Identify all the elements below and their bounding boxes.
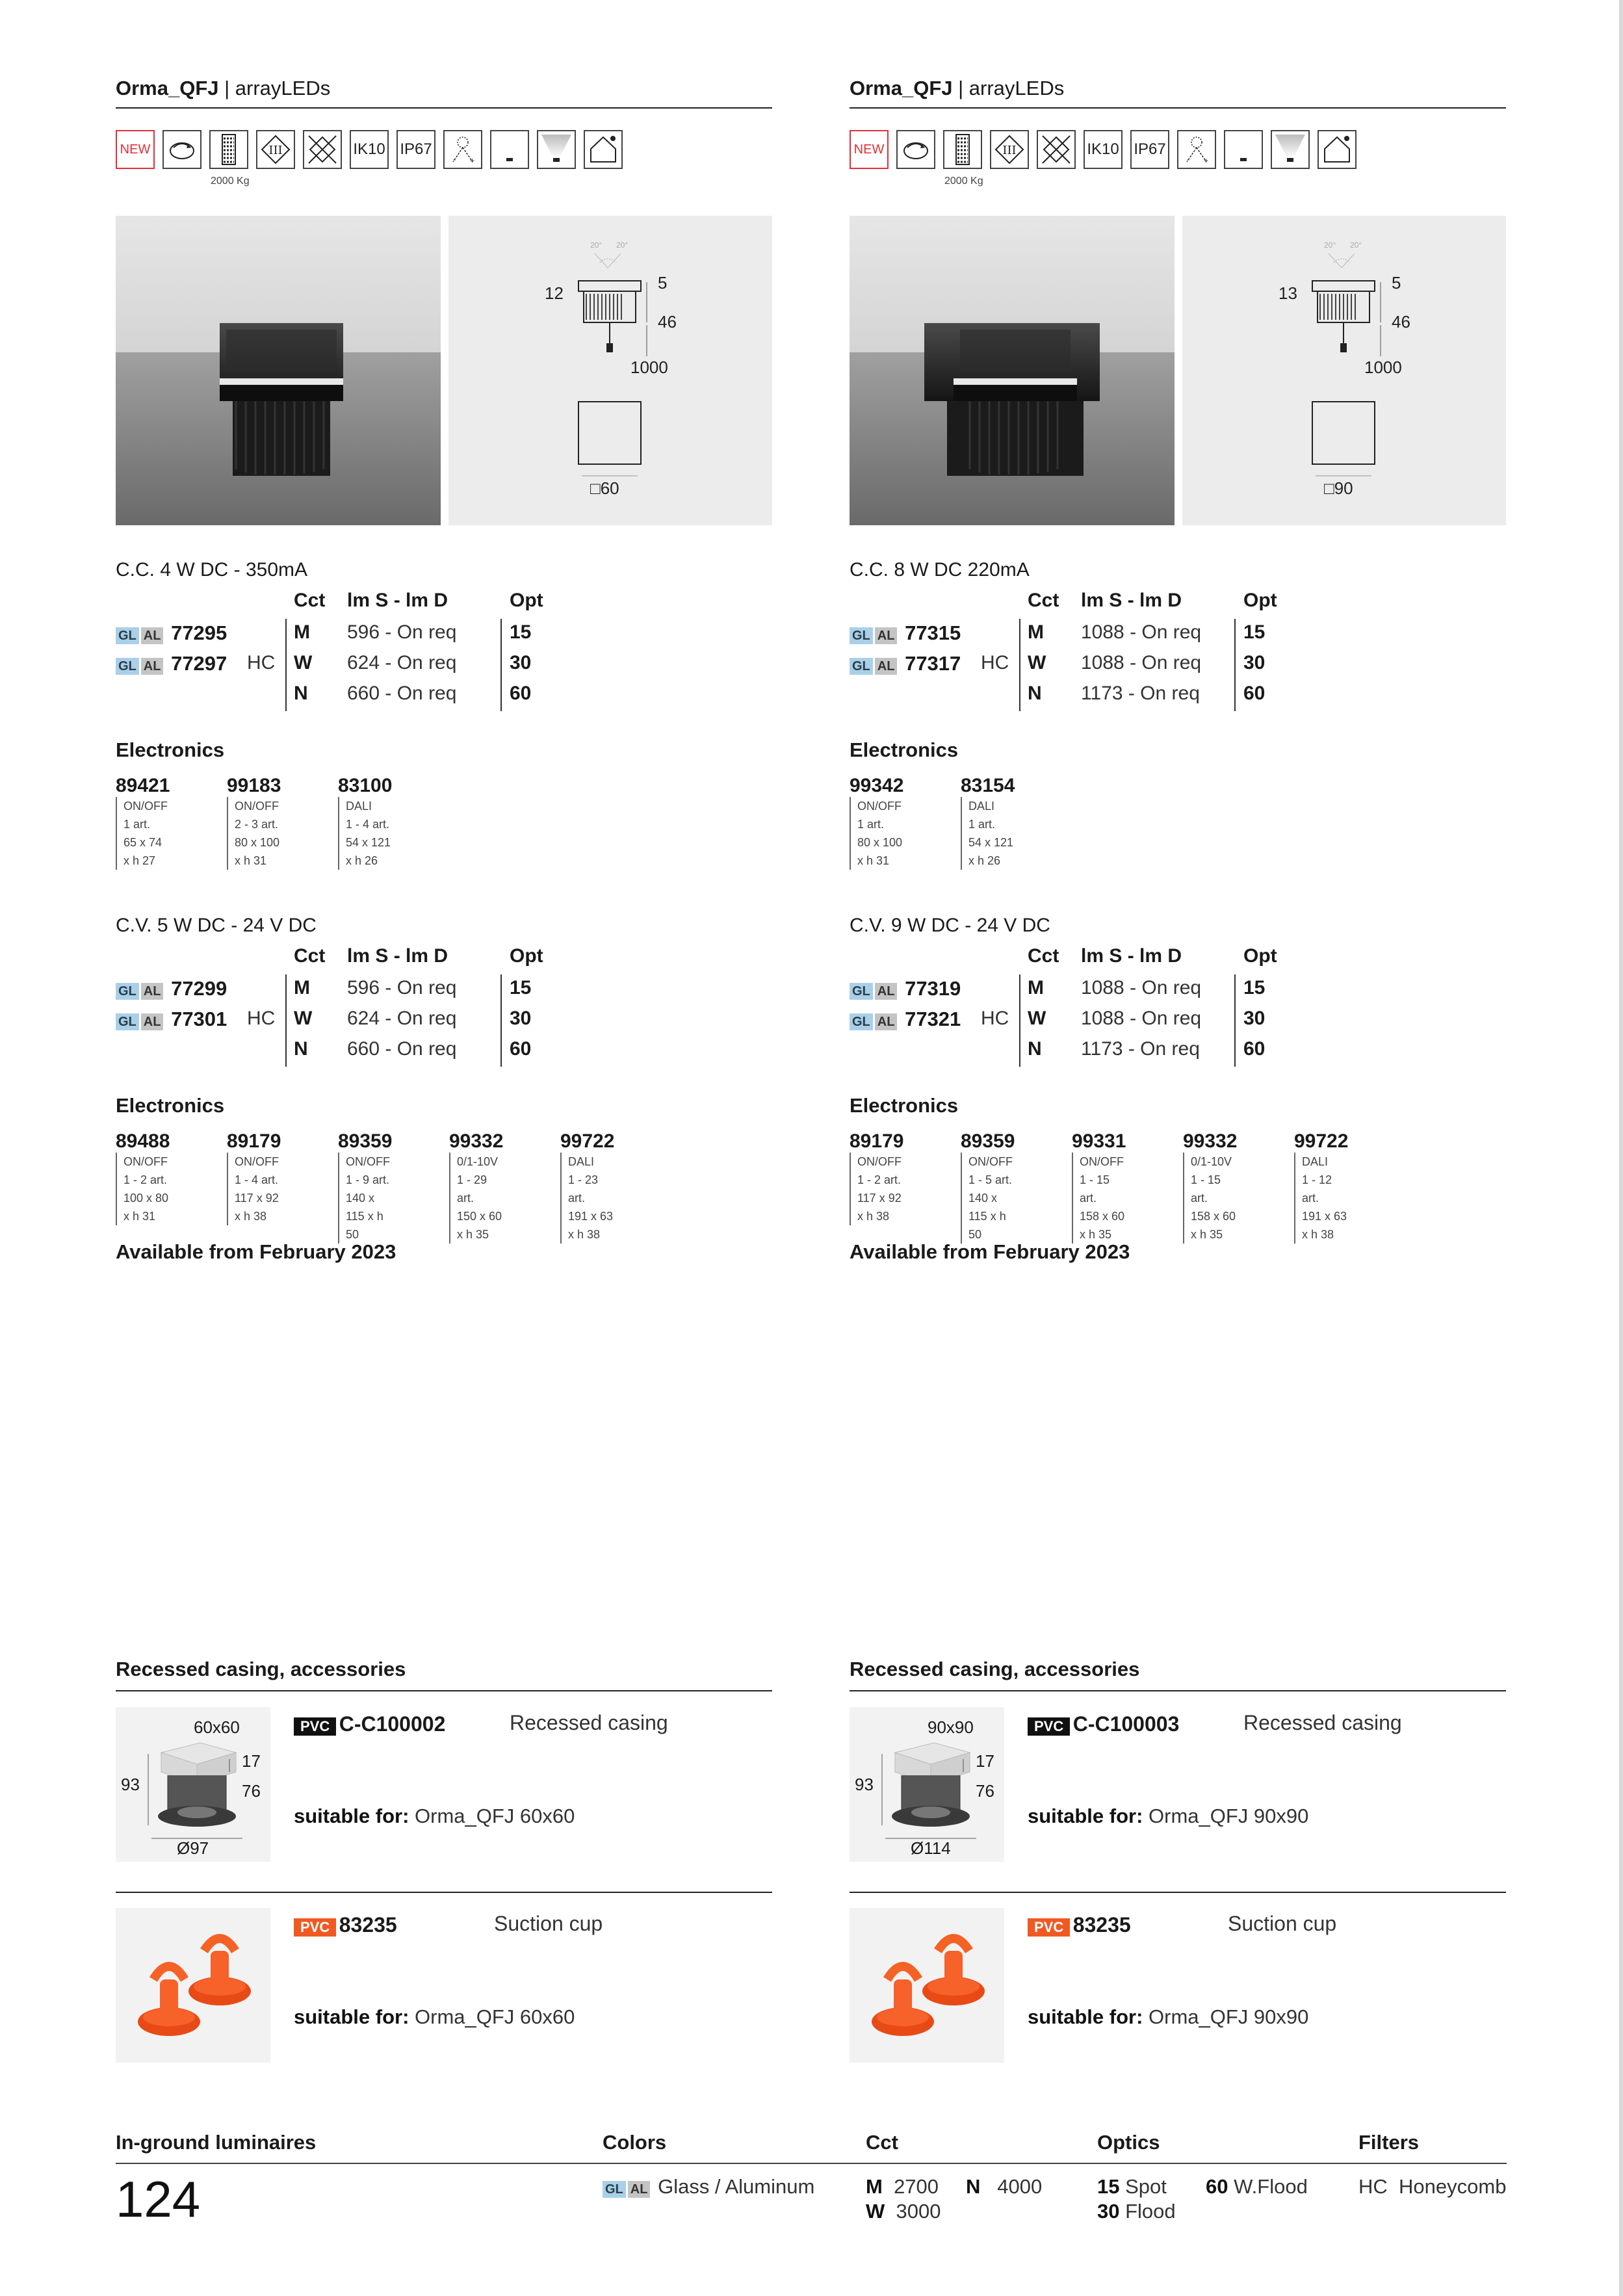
glare-icon [443, 130, 482, 169]
footer-filter-hc: HC Honeycomb [1358, 2175, 1507, 2198]
footer-opt-60: 60 W.Flood [1206, 2175, 1308, 2198]
rotate-icon [896, 130, 935, 169]
title-divider [850, 107, 1506, 109]
footer-optics-heading: Optics [1097, 2131, 1160, 2154]
opt-header: Opt [510, 590, 543, 611]
electronics-detail-line: ON/OFF [968, 1155, 1013, 1168]
casing-dim-b: 76 [242, 1781, 261, 1801]
dim-c-label: 46 [1392, 312, 1410, 332]
opt-value: 15 [510, 977, 532, 998]
casing-desc: Recessed casing [1243, 1711, 1402, 1734]
electronics-details [850, 1153, 903, 1225]
electronics-item [116, 1130, 170, 1225]
square-size-label: □90 [1324, 478, 1353, 498]
lm-value: 1173 - On req [1081, 683, 1200, 704]
electronics-detail-line: 1 - 23 art. [568, 1173, 599, 1205]
cct-value: M [294, 977, 310, 998]
electronics-detail-line: ON/OFF [857, 1155, 902, 1168]
page-number: 124 [116, 2171, 201, 2228]
electronics-details [227, 797, 281, 870]
electronics-heading: Electronics [116, 1094, 225, 1117]
product-column-90 [850, 0, 1506, 2296]
lm-value: 1088 - On req [1081, 1008, 1202, 1029]
opt-value: 30 [510, 1008, 532, 1029]
dim-b-label: 5 [658, 273, 668, 293]
svg-text:+: + [1204, 156, 1209, 165]
cup-header [294, 1913, 397, 1937]
footer-opt-15: 15 Spot [1097, 2175, 1167, 2198]
electronics-item [449, 1130, 503, 1244]
electronics-details [1183, 1153, 1237, 1244]
electronics-detail-line: 191 x 63 x h 38 [1302, 1210, 1347, 1241]
electronics-detail-line: 1 - 2 art. [857, 1173, 902, 1186]
electronics-detail-line: 1 art. [968, 818, 996, 831]
electronics-detail-line: 191 x 63 x h 38 [568, 1210, 614, 1241]
angle-right-label: 20° [1350, 241, 1362, 250]
cct-header: Cct [1028, 590, 1059, 611]
svg-text:-: - [453, 155, 456, 164]
opt-value: 60 [1243, 1038, 1266, 1060]
cct-value: W [1028, 1008, 1046, 1029]
square-size-label: □60 [590, 478, 619, 498]
lm-value: 1088 - On req [1081, 621, 1202, 643]
electronics-detail-line: ON/OFF [235, 1155, 279, 1168]
casing-dim-b: 76 [976, 1781, 994, 1801]
electronics-code: 83100 [338, 775, 393, 796]
opt-value: 15 [1243, 621, 1266, 643]
electronics-detail-line: 1 - 4 art. [235, 1173, 279, 1186]
cct-value: W [1028, 652, 1046, 673]
accessories-divider [116, 1892, 772, 1893]
cct-value: M [294, 621, 310, 643]
accessories-divider [116, 1690, 772, 1691]
electronics-details [116, 797, 170, 870]
electronics-detail-line: 80 x 100 x h 31 [857, 836, 903, 867]
class-iii-icon [256, 130, 295, 169]
electronics-item [961, 775, 1015, 870]
electronics-detail-line: 117 x 92 x h 38 [857, 1192, 902, 1223]
lm-value: 596 - On req [347, 621, 457, 643]
code-row: GL AL 77299 [116, 977, 227, 1000]
electronics-details [961, 1153, 1015, 1244]
opt-header: Opt [510, 945, 543, 967]
svg-text:+: + [470, 156, 475, 165]
footer-cct-m: M 2700 [866, 2175, 939, 2198]
lm-header: lm S - lm D [1081, 590, 1182, 611]
cct-divider [1019, 974, 1020, 1067]
electronics-item [1183, 1130, 1237, 1244]
electronics-detail-line: 117 x 92 x h 38 [235, 1192, 279, 1223]
lm-header: lm S - lm D [1081, 945, 1182, 967]
casing-drawing [116, 1707, 270, 1862]
cct-value: M [1028, 977, 1044, 998]
hc-label: HC [981, 652, 1009, 673]
lm-value: 596 - On req [347, 977, 457, 998]
lm-value: 1173 - On req [1081, 1038, 1200, 1060]
weight-label: 2000 Kg [944, 176, 983, 187]
electronics-detail-line: ON/OFF [1080, 1155, 1124, 1168]
outdoor-icon [1318, 130, 1357, 169]
casing-dim-a: 17 [242, 1751, 261, 1771]
lm-value: 1088 - On req [1081, 652, 1202, 673]
electronics-details [961, 797, 1015, 870]
opt-divider [500, 974, 502, 1067]
dim-d-label: 1000 [630, 358, 668, 377]
electronics-detail-line: 158 x 60 x h 35 [1080, 1210, 1125, 1241]
technical-drawing [1182, 216, 1506, 525]
code-row: GL AL 77317 [850, 652, 961, 675]
no-insulation-icon [303, 130, 342, 169]
cct-value: N [294, 1038, 308, 1060]
footer-section: In-ground luminaires [116, 2131, 317, 2154]
cct-value: W [294, 1008, 313, 1029]
svg-text:III: III [268, 144, 283, 157]
electronics-detail-line: 54 x 121 x h 26 [968, 836, 1014, 867]
electronics-code: 99722 [560, 1130, 615, 1152]
electronics-item [338, 1130, 392, 1244]
ip67-icon: IP67 [1130, 130, 1169, 169]
pvc-tag: PVC [294, 1918, 336, 1937]
electronics-details [560, 1153, 614, 1244]
electronics-detail-line: 100 x 80 x h 31 [123, 1192, 169, 1223]
casing-height-dim: 93 [121, 1775, 140, 1794]
electronics-code: 89359 [338, 1130, 393, 1152]
electronics-detail-line: 150 x 60 x h 35 [457, 1210, 502, 1241]
casing-header [1028, 1712, 1179, 1736]
opt-divider [1234, 619, 1236, 711]
electronics-details [227, 1153, 281, 1225]
electronics-details [850, 797, 903, 870]
svg-text:-: - [1187, 155, 1189, 164]
electronics-details [338, 797, 392, 870]
recessed-icon [490, 130, 529, 169]
electronics-detail-line: DALI [346, 800, 372, 813]
accessories-divider [850, 1892, 1506, 1893]
cct-value: N [294, 683, 308, 704]
casing-height-dim: 93 [855, 1775, 874, 1794]
electronics-detail-line: 1 - 29 art. [457, 1173, 487, 1205]
casing-suitable: suitable for: Orma_QFJ 60x60 [294, 1805, 575, 1827]
electronics-detail-line: ON/OFF [123, 800, 168, 813]
new-badge-icon: NEW [116, 130, 155, 169]
electronics-detail-line: 0/1-10V [457, 1155, 499, 1168]
class-iii-icon [990, 130, 1029, 169]
hc-label: HC [247, 1008, 276, 1029]
accessories-heading: Recessed casing, accessories [850, 1658, 1140, 1680]
casing-diameter: Ø114 [911, 1838, 951, 1858]
electronics-code: 89421 [116, 775, 170, 796]
accessories-divider [850, 1690, 1506, 1691]
electronics-detail-line: 1 - 4 art. [346, 818, 390, 831]
ik10-icon: IK10 [1084, 130, 1123, 169]
electronics-heading: Electronics [850, 1094, 959, 1117]
casing-diameter: Ø97 [177, 1838, 209, 1858]
electronics-detail-line: DALI [968, 800, 995, 813]
cup-code: 83235 [339, 1913, 397, 1937]
opt-divider [500, 619, 502, 711]
casing-top-dim: 60x60 [194, 1717, 240, 1737]
electronics-code: 83154 [961, 775, 1015, 796]
electronics-item [227, 775, 281, 870]
opt-header: Opt [1243, 945, 1277, 967]
electronics-code: 99722 [1294, 1130, 1349, 1152]
electronics-item [560, 1130, 614, 1244]
cup-desc: Suction cup [494, 1912, 603, 1935]
glare-icon [1177, 130, 1216, 169]
footer-cct-w: W 3000 [866, 2200, 941, 2223]
angle-left-label: 20° [590, 241, 603, 250]
electronics-code: 99331 [1072, 1130, 1126, 1152]
angle-right-label: 20° [616, 241, 629, 250]
cup-desc: Suction cup [1228, 1912, 1337, 1935]
dim-b-label: 5 [1392, 273, 1401, 293]
feature-icons [850, 130, 1357, 169]
cct-header: Cct [294, 945, 326, 967]
opt-value: 15 [510, 621, 532, 643]
code-row: GL AL 77321 [850, 1008, 961, 1031]
ip67-icon: IP67 [396, 130, 435, 169]
feature-icons [116, 130, 623, 169]
cct-value: M [1028, 621, 1044, 643]
pvc-tag: PVC [294, 1717, 336, 1736]
electronics-details [116, 1153, 170, 1225]
electronics-detail-line: 140 x 115 x h 50 [968, 1192, 1006, 1241]
opt-value: 15 [1243, 977, 1266, 998]
casing-header [294, 1712, 445, 1736]
footer-colors: GL AL Glass / Aluminum [603, 2175, 814, 2198]
cct-value: N [1028, 1038, 1042, 1060]
casing-suitable: suitable for: Orma_QFJ 90x90 [1028, 1805, 1309, 1827]
electronics-detail-line: ON/OFF [857, 800, 902, 813]
electronics-detail-line: ON/OFF [346, 1155, 390, 1168]
cup-suitable: suitable for: Orma_QFJ 90x90 [1028, 2005, 1309, 2028]
lm-value: 660 - On req [347, 683, 457, 704]
electronics-heading: Electronics [116, 738, 225, 761]
cv-title: C.V. 5 W DC - 24 V DC [116, 915, 317, 936]
opt-value: 60 [510, 1038, 532, 1060]
cup-code: 83235 [1072, 1913, 1131, 1937]
footer-filters-heading: Filters [1358, 2131, 1420, 2154]
code-row: GL AL 77297 [116, 652, 227, 675]
drive-over-icon [943, 130, 982, 169]
electronics-heading: Electronics [850, 738, 959, 761]
cct-divider [1019, 619, 1020, 711]
cct-divider [285, 974, 287, 1067]
pvc-tag: PVC [1028, 1717, 1070, 1736]
lm-value: 1088 - On req [1081, 977, 1202, 998]
electronics-item [850, 1130, 903, 1225]
electronics-code: 99332 [1183, 1130, 1238, 1152]
electronics-detail-line: ON/OFF [123, 1155, 168, 1168]
electronics-detail-line: 54 x 121 x h 26 [346, 836, 391, 867]
suction-cup-image [116, 1908, 270, 2063]
product-title: Orma_QFJ | arrayLEDs [850, 77, 1065, 99]
dim-a-label: 12 [545, 283, 564, 303]
availability-note: Available from February 2023 [116, 1240, 396, 1263]
svg-text:III: III [1002, 144, 1017, 157]
electronics-detail-line: 65 x 74 x h 27 [123, 836, 162, 867]
rotate-icon [162, 130, 201, 169]
footer-colors-heading: Colors [603, 2131, 667, 2154]
electronics-code: 99332 [449, 1130, 504, 1152]
cv-title: C.V. 9 W DC - 24 V DC [850, 915, 1050, 936]
angle-left-label: 20° [1324, 241, 1336, 250]
beam-icon [1271, 130, 1310, 169]
page-edge [1619, 0, 1623, 2296]
electronics-details [1294, 1153, 1348, 1244]
opt-value: 30 [1243, 1008, 1266, 1029]
cup-header [1028, 1913, 1131, 1937]
electronics-detail-line: 1 - 12 art. [1302, 1173, 1332, 1205]
electronics-code: 89359 [961, 1130, 1015, 1152]
cct-value: W [294, 652, 313, 673]
lm-value: 660 - On req [347, 1038, 457, 1060]
recessed-icon [1224, 130, 1263, 169]
electronics-detail-line: 1 - 9 art. [346, 1173, 390, 1186]
opt-value: 30 [510, 652, 532, 673]
opt-value: 60 [510, 683, 532, 704]
electronics-item [338, 775, 392, 870]
casing-top-dim: 90x90 [928, 1717, 974, 1737]
electronics-detail-line: DALI [568, 1155, 595, 1168]
lm-value: 624 - On req [347, 652, 457, 673]
hc-label: HC [247, 652, 276, 673]
dim-c-label: 46 [658, 312, 677, 332]
availability-note: Available from February 2023 [850, 1240, 1130, 1263]
footer-divider [116, 2163, 1507, 2164]
product-photo [116, 216, 441, 525]
electronics-detail-line: 1 art. [123, 818, 151, 831]
electronics-detail-line: 1 - 2 art. [123, 1173, 168, 1186]
code-row: GL AL 77319 [850, 977, 961, 1000]
dim-a-label: 13 [1279, 283, 1297, 303]
suction-cup-image [850, 1908, 1004, 2063]
electronics-detail-line: 158 x 60 x h 35 [1191, 1210, 1236, 1241]
no-insulation-icon [1037, 130, 1076, 169]
casing-desc: Recessed casing [510, 1711, 668, 1734]
electronics-item [227, 1130, 281, 1225]
dim-d-label: 1000 [1364, 358, 1402, 377]
casing-dim-a: 17 [976, 1751, 994, 1771]
product-column-60 [116, 0, 772, 2296]
technical-drawing [448, 216, 772, 525]
ik10-icon: IK10 [350, 130, 389, 169]
opt-header: Opt [1243, 590, 1277, 611]
cct-divider [285, 619, 287, 711]
electronics-detail-line: 1 - 15 art. [1191, 1173, 1221, 1205]
electronics-item [961, 1130, 1015, 1244]
casing-code: C-C100003 [1072, 1712, 1180, 1736]
electronics-detail-line: 0/1-10V [1191, 1155, 1232, 1168]
lm-header: lm S - lm D [347, 945, 448, 967]
electronics-details [338, 1153, 392, 1244]
code-row: GL AL 77315 [850, 621, 961, 645]
electronics-detail-line: DALI [1302, 1155, 1329, 1168]
cup-suitable: suitable for: Orma_QFJ 60x60 [294, 2005, 575, 2028]
electronics-detail-line: 1 art. [857, 818, 885, 831]
footer-opt-30: 30 Flood [1097, 2200, 1176, 2223]
casing-drawing [850, 1707, 1004, 1862]
electronics-code: 99342 [850, 775, 904, 796]
electronics-item [850, 775, 903, 870]
weight-label: 2000 Kg [211, 176, 250, 187]
footer-cct-heading: Cct [866, 2131, 898, 2154]
product-title: Orma_QFJ | arrayLEDs [116, 77, 331, 99]
electronics-details [1072, 1153, 1126, 1244]
hc-label: HC [981, 1008, 1009, 1029]
drive-over-icon [209, 130, 248, 169]
cct-header: Cct [1028, 945, 1059, 967]
electronics-code: 89488 [116, 1130, 170, 1152]
electronics-item [116, 775, 170, 870]
electronics-item [1294, 1130, 1348, 1244]
electronics-detail-line: ON/OFF [235, 800, 279, 813]
electronics-code: 89179 [850, 1130, 904, 1152]
cc-title: C.C. 4 W DC - 350mA [116, 559, 308, 581]
cct-value: N [1028, 683, 1042, 704]
electronics-detail-line: 1 - 15 art. [1080, 1173, 1110, 1205]
code-row: GL AL 77301 [116, 1008, 227, 1031]
beam-icon [537, 130, 576, 169]
new-badge-icon: NEW [850, 130, 889, 169]
electronics-code: 89179 [227, 1130, 281, 1152]
casing-code: C-C100002 [339, 1712, 446, 1736]
code-row: GL AL 77295 [116, 621, 227, 645]
accessories-heading: Recessed casing, accessories [116, 1658, 406, 1680]
electronics-code: 99183 [227, 775, 281, 796]
cct-header: Cct [294, 590, 326, 611]
pvc-tag: PVC [1028, 1918, 1070, 1937]
opt-divider [1234, 974, 1236, 1067]
lm-header: lm S - lm D [347, 590, 448, 611]
product-photo [850, 216, 1175, 525]
electronics-item [1072, 1130, 1126, 1244]
title-divider [116, 107, 772, 109]
cc-title: C.C. 8 W DC 220mA [850, 559, 1030, 581]
outdoor-icon [584, 130, 623, 169]
opt-value: 60 [1243, 683, 1266, 704]
opt-value: 30 [1243, 652, 1266, 673]
footer-cct-n: N 4000 [966, 2175, 1043, 2198]
electronics-details [449, 1153, 503, 1244]
electronics-detail-line: 2 - 3 art. [235, 818, 279, 831]
electronics-detail-line: 140 x 115 x h 50 [346, 1192, 383, 1241]
electronics-detail-line: 1 - 5 art. [968, 1173, 1013, 1186]
electronics-detail-line: 80 x 100 x h 31 [235, 836, 280, 867]
lm-value: 624 - On req [347, 1008, 457, 1029]
